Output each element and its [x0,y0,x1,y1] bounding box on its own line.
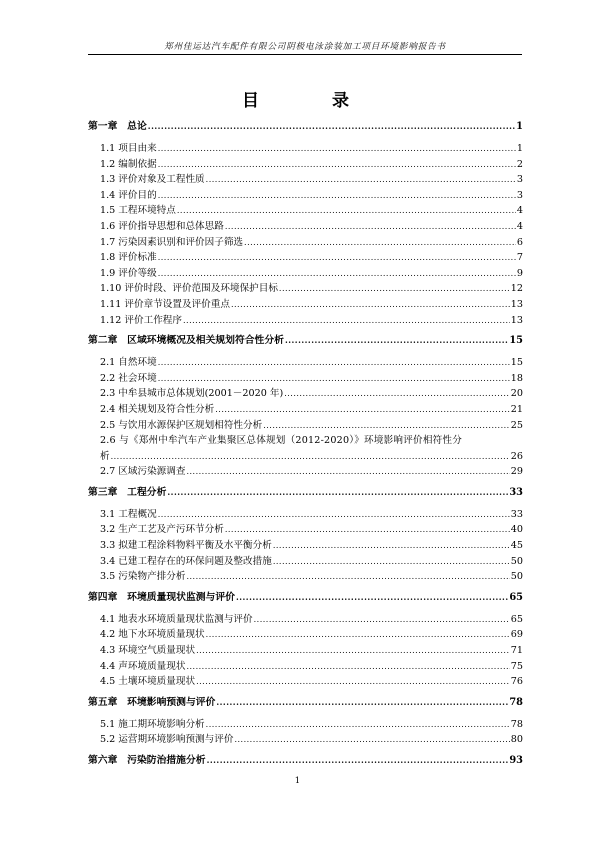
toc-entry-section[interactable] [88,507,523,523]
toc-page-number: 4 [516,205,523,217]
toc-entry-label: 5.1 施工期环境影响分析 [100,718,205,730]
toc-entry-label: 2.5 与饮用水源保护区规划相符性分析 [100,419,263,431]
toc-page-number: 50 [510,555,523,567]
running-header: 郑州佳运达汽车配件有限公司阴极电泳涂装加工项目环境影响报告书 [164,42,446,52]
toc-page-number: 29 [510,466,523,478]
toc-entry-label: 第二章 区域环境概况及相关规划符合性分析 [88,335,284,347]
toc-entry-section[interactable] [88,538,523,554]
page-number: 1 [294,776,301,786]
toc-entry-label: 1.12 评价工作程序 [100,314,182,326]
toc-page-number: 75 [510,660,523,672]
toc-entry-label: 2.6 与《郑州中牟汽车产业集聚区总体规划（2012-2020）》环境影响评价相符性分 [100,435,462,447]
toc-entry-section[interactable] [88,612,523,628]
toc-entry-label: 第五章 环境影响预测与评价 [88,696,216,708]
toc-entry-chapter[interactable] [88,116,523,136]
toc-page-number: 9 [516,267,523,279]
dot-leader [279,281,510,297]
toc-entry-label: 1.5 工程环境特点 [100,205,176,217]
toc-entry-label: 1.11 评价章节设置及评价重点 [100,298,230,310]
toc-entry-chapter[interactable] [88,587,523,607]
toc-page-number: 78 [509,696,523,708]
toc-entry-section[interactable] [88,266,523,282]
dot-leader [158,371,510,387]
toc-entry-label: 1.10 评价时段、评价范围及环境保护目标 [100,283,278,295]
toc-entry-label: 2.1 自然环境 [100,357,157,369]
toc-page-number: 7 [516,252,523,264]
toc-page-number: 12 [510,283,523,295]
toc-entry-label: 1.6 评价指导思想和总体思路 [100,220,224,232]
toc-entry-label: 1.2 编制依据 [100,158,157,170]
toc-entry-section[interactable] [88,386,523,402]
toc-page-number: 65 [510,613,523,625]
toc-page-number: 45 [510,540,523,552]
toc-entry-section[interactable] [88,172,523,188]
toc-entry-label: 1.1 项目由来 [100,143,157,154]
toc-entry-section[interactable] [88,157,523,173]
toc-page-number: 93 [509,755,523,766]
toc-page-number: 21 [510,403,523,415]
toc-entry-label: 1.3 评价对象及工程性质 [100,174,205,186]
dot-leader [158,507,510,523]
toc-entry-chapter[interactable] [88,692,523,712]
dot-leader [244,235,516,251]
dot-leader [263,418,510,434]
toc-page-number: 71 [510,645,523,657]
toc-page-number: 80 [510,734,523,746]
toc-page-number: 13 [510,298,523,310]
toc-entry-section[interactable] [88,219,523,235]
toc-page-number: 18 [510,372,523,384]
toc-entry-label-cont: 析 [100,450,110,462]
toc-entry-label: 第六章 污染防治措施分析 [88,755,206,766]
dot-leader [186,659,509,675]
toc-page-number: 26 [510,450,523,462]
toc-entry-section[interactable] [88,281,523,297]
toc-entry-section[interactable] [88,717,523,733]
toc-page-number: 15 [509,335,523,347]
toc-page-number: 50 [510,571,523,583]
toc-page-number: 78 [510,718,523,730]
toc-entry-label: 3.1 工程概况 [100,508,157,520]
dot-leader [236,587,508,607]
dot-leader [158,355,510,371]
toc-page-number: 3 [516,174,523,186]
dot-leader [231,297,510,313]
toc-entry-label: 4.3 环境空气质量现状 [100,645,196,657]
dot-leader [148,116,515,136]
toc-entry-section[interactable] [88,188,523,204]
toc-page-number: 4 [516,220,523,232]
dot-leader [158,141,516,157]
dot-leader [186,464,509,480]
toc-entry-label: 4.1 地表水环境质量现状监测与评价 [100,613,253,625]
toc-entry-chapter[interactable] [88,750,523,770]
toc-entry-label: 2.4 相关规划及符合性分析 [100,403,215,415]
header-rule [88,54,522,55]
dot-leader [167,482,508,502]
toc-page-number: 40 [510,524,523,536]
dot-leader [285,330,508,350]
toc-entry-label: 1.8 评价标准 [100,252,157,264]
dot-leader [206,627,510,643]
toc-entry-label: 1.9 评价等级 [100,267,157,279]
toc-page-number: 25 [510,419,523,431]
toc-page-number: 1 [516,143,523,154]
toc-entry-section[interactable] [88,433,523,464]
toc-entry-label: 4.5 土壤环境质量现状 [100,676,196,688]
toc-entry-section[interactable] [88,643,523,659]
dot-leader [158,266,516,282]
toc-entry-section[interactable] [88,402,523,418]
toc-entry-label: 5.2 运营期环境影响预测与评价 [100,734,234,746]
toc-page-number: 33 [510,508,523,520]
dot-leader [196,643,510,659]
toc-entry-label: 1.7 污染因素识别和评价因子筛选 [100,236,244,248]
dot-leader [158,157,516,173]
toc-page-number: 20 [510,388,523,400]
toc-title: 目 录 [242,91,377,111]
dot-leader [225,219,516,235]
toc-entry-section[interactable] [88,355,523,371]
dot-leader [186,569,509,585]
dot-leader [284,386,510,402]
toc-entry-label: 2.2 社会环境 [100,372,157,384]
toc-entry-section[interactable] [88,464,523,480]
dot-leader [158,188,516,204]
toc-entry-section[interactable] [88,674,523,690]
toc-entry-section[interactable] [88,418,523,434]
toc-page-number: 3 [516,189,523,201]
toc-entry-section[interactable] [88,659,523,675]
toc-entry-label: 3.5 污染物产排分析 [100,571,186,583]
dot-leader [254,612,510,628]
toc-entry-section[interactable] [88,627,523,643]
toc-entry-label: 3.4 已建工程存在的环保问题及整改措施 [100,555,272,567]
toc-entry-label: 第一章 总论 [88,121,147,132]
toc-entry-label: 第三章 工程分析 [88,486,167,498]
dot-leader [273,554,510,570]
dot-leader [207,750,509,770]
toc-entry-label: 2.3 中牟县城市总体规划(2001－2020 年) [100,388,284,400]
toc-entry-label: 第四章 环境质量现状监测与评价 [88,591,235,603]
toc-entry-section[interactable] [88,554,523,570]
toc-page-number: 76 [510,676,523,688]
toc-entry-label: 1.4 评价目的 [100,189,157,201]
dot-leader [158,250,516,266]
toc-entry-label: 2.7 区域污染源调查 [100,466,186,478]
toc-entry-section[interactable] [88,297,523,313]
dot-leader [111,449,510,465]
toc-page-number: 69 [510,629,523,641]
dot-leader [234,732,509,748]
toc-entry-label: 4.4 声环境质量现状 [100,660,186,672]
table-of-contents [88,116,523,770]
toc-entry-section[interactable] [88,250,523,266]
toc-page-number: 13 [510,314,523,326]
toc-page-number: 1 [516,121,523,132]
toc-entry-section[interactable] [88,522,523,538]
toc-page-number: 6 [516,236,523,248]
dot-leader [196,674,510,690]
toc-page-number: 65 [509,591,523,603]
toc-entry-section[interactable] [88,235,523,251]
toc-entry-label: 3.3 拟建工程涂料物料平衡及水平衡分析 [100,540,272,552]
dot-leader [206,172,516,188]
toc-entry-section[interactable] [88,569,523,585]
toc-entry-section[interactable] [88,141,523,157]
dot-leader [273,538,510,554]
toc-entry-chapter[interactable] [88,330,523,350]
toc-entry-label: 4.2 地下水环境质量现状 [100,629,205,641]
dot-leader [206,717,510,733]
dot-leader [225,522,510,538]
dot-leader [215,402,510,418]
toc-entry-chapter[interactable] [88,482,523,502]
toc-entry-label: 3.2 生产工艺及产污环节分析 [100,524,224,536]
dot-leader [183,313,510,329]
toc-entry-section[interactable] [88,203,523,219]
dot-leader [177,203,516,219]
dot-leader [216,692,508,712]
toc-page-number: 33 [509,486,523,498]
toc-page-number: 2 [516,158,523,170]
toc-entry-section[interactable] [88,371,523,387]
toc-entry-section[interactable] [88,313,523,329]
toc-page-number: 15 [510,357,523,369]
toc-entry-section[interactable] [88,732,523,748]
